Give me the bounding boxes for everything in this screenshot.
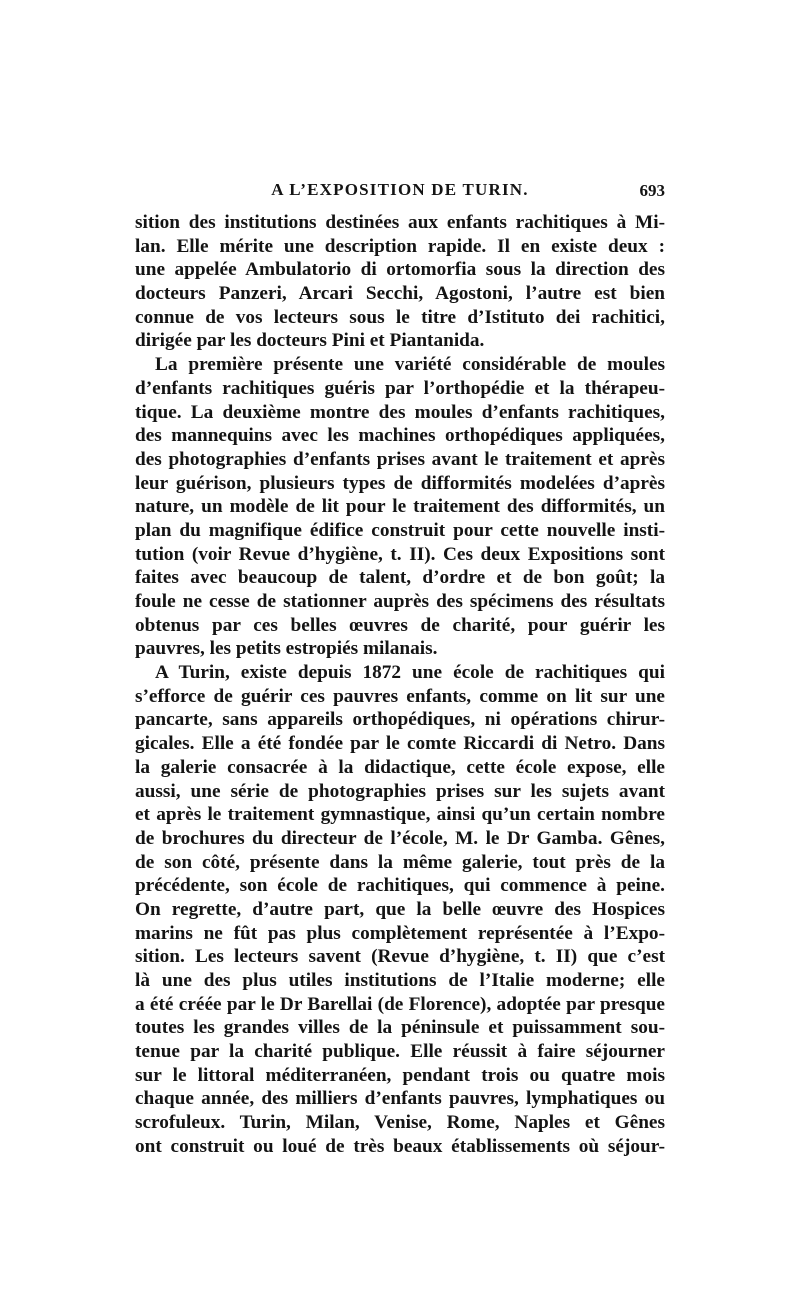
text-line: précédente, son école de rachitiques, qui commence à peine. bbox=[135, 875, 665, 897]
text-line: pauvres, les petits estropiés milanais. bbox=[135, 638, 438, 660]
text-line: ont construit ou loué de très beaux établissements où séjour- bbox=[135, 1135, 665, 1157]
running-head bbox=[135, 180, 665, 206]
text-line: marins ne fût pas plus complètement représentée à l’Expo- bbox=[135, 922, 665, 944]
text-line: leur guérison, plusieurs types de difformités modelées d’après bbox=[135, 472, 665, 494]
text-line: d’enfants rachitiques guéris par l’orthopédie et la thérapeu- bbox=[135, 377, 665, 399]
text-line: aussi, une série de photographies prises sur les sujets avant bbox=[135, 780, 665, 802]
text-line: gicales. Elle a été fondée par le comte Riccardi di Netro. Dans bbox=[135, 733, 665, 755]
text-line: tique. La deuxième montre des moules d’enfants rachitiques, bbox=[135, 401, 665, 423]
text-line: docteurs Panzeri, Arcari Secchi, Agostoni, l’autre est bien bbox=[135, 283, 665, 305]
text-line: des mannequins avec les machines orthopédiques appliquées, bbox=[135, 425, 665, 447]
text-line: et après le traitement gymnastique, ainsi qu’un certain nombre bbox=[135, 804, 665, 826]
text-line: On regrette, d’autre part, que la belle œuvre des Hospices bbox=[135, 898, 665, 920]
text-line: plan du magnifique édifice construit pour cette nouvelle insti- bbox=[135, 519, 665, 541]
text-line: La première présente une variété considérable de moules bbox=[155, 354, 665, 376]
text-line: sition. Les lecteurs savent (Revue d’hygiène, t. II) que c’est bbox=[135, 946, 665, 968]
text-line: scrofuleux. Turin, Milan, Venise, Rome, Naples et Gênes bbox=[135, 1112, 665, 1134]
text-line: a été créée par le Dr Barellai (de Florence), adoptée par presque bbox=[135, 993, 665, 1015]
text-line: toutes les grandes villes de la péninsule et puissamment sou- bbox=[135, 1017, 665, 1039]
text-line: foule ne cesse de stationner auprès des spécimens des résultats bbox=[135, 591, 665, 612]
text-line: des photographies d’enfants prises avant le traitement et après bbox=[135, 448, 665, 470]
text-line: dirigée par les docteurs Pini et Piantanida. bbox=[135, 330, 485, 352]
text-line: pancarte, sans appareils orthopédiques, ni opérations chirur- bbox=[135, 709, 665, 731]
text-line: de son côté, présente dans la même galerie, tout près de la bbox=[135, 851, 665, 873]
text-line: la galerie consacrée à la didactique, cette école expose, elle bbox=[135, 756, 665, 778]
text-line: obtenus par ces belles œuvres de charité, pour guérir les bbox=[135, 614, 665, 636]
text-line: sur le littoral méditerranéen, pendant trois ou quatre mois bbox=[135, 1064, 665, 1086]
running-title: A L’EXPOSITION DE TURIN. bbox=[271, 180, 529, 199]
text-line: faites avec beaucoup de talent, d’ordre et de bon goût; la bbox=[135, 567, 665, 589]
text-line: chaque année, des milliers d’enfants pauvres, lymphatiques ou bbox=[135, 1088, 665, 1110]
text-line: tution (voir Revue d’hygiène, t. II). Ces deux Expositions sont bbox=[135, 543, 665, 565]
text-line: A Turin, existe depuis 1872 une école de rachitiques qui bbox=[155, 662, 665, 684]
body-text bbox=[135, 211, 665, 1159]
text-line: une appelée Ambulatorio di ortomorfia sous la direction des bbox=[135, 259, 665, 281]
text-line: de brochures du directeur de l’école, M. le Dr Gamba. Gênes, bbox=[135, 827, 665, 849]
text-line: là une des plus utiles institutions de l’Italie moderne; elle bbox=[135, 970, 665, 991]
page-number: 693 bbox=[639, 181, 665, 200]
text-line: s’efforce de guérir ces pauvres enfants, comme on lit sur une bbox=[135, 685, 665, 707]
text-line: connue de vos lecteurs sous le titre d’Istituto dei rachitici, bbox=[135, 306, 665, 328]
text-line: nature, un modèle de lit pour le traitement des difformités, un bbox=[135, 496, 665, 518]
text-line: tenue par la charité publique. Elle réussit à faire séjourner bbox=[135, 1041, 665, 1063]
text-line: lan. Elle mérite une description rapide. Il en existe deux : bbox=[135, 235, 665, 257]
text-line: sition des institutions destinées aux enfants rachitiques à Mi- bbox=[135, 212, 665, 233]
